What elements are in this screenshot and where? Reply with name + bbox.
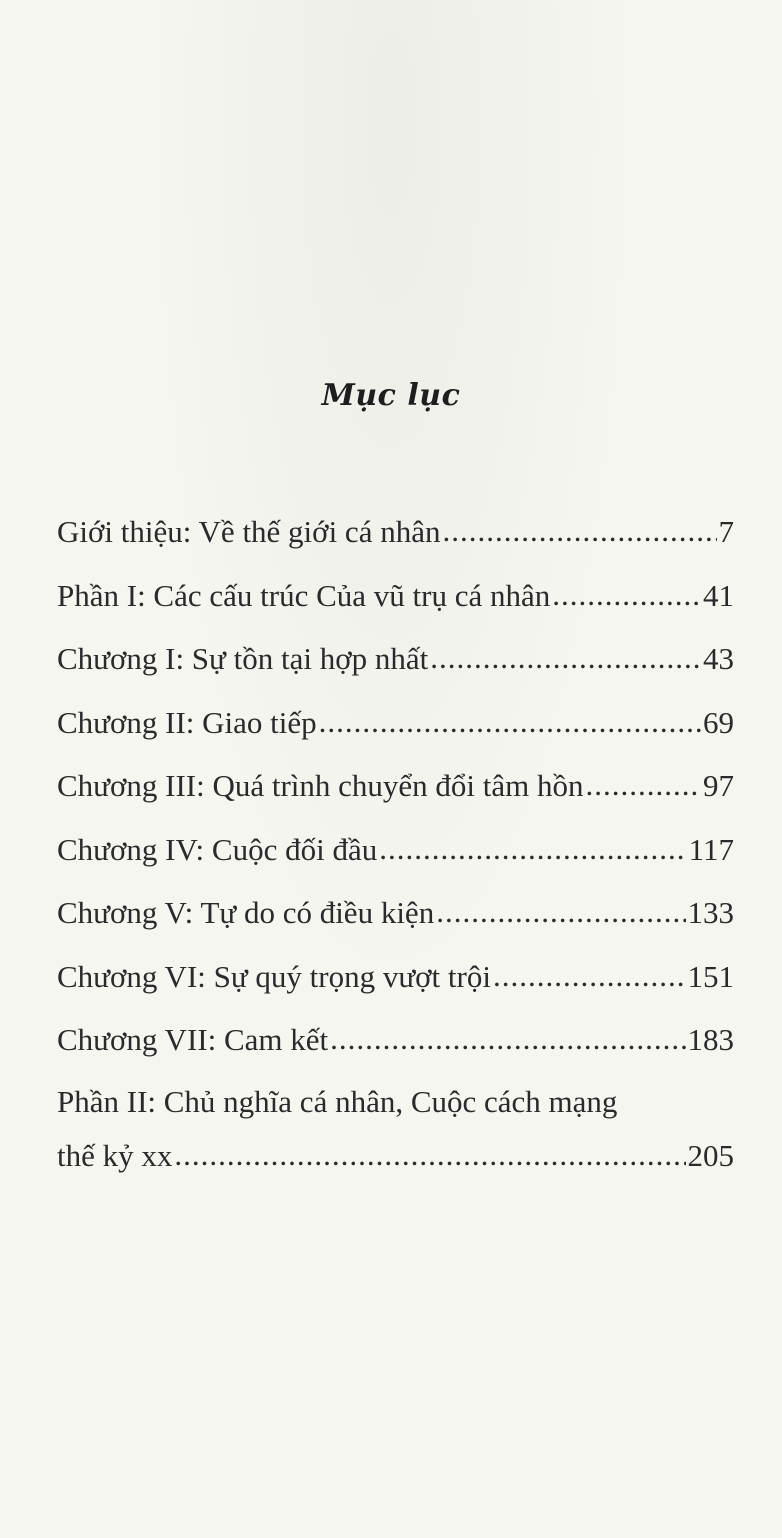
toc-entry-part-2-line-1: Phần II: Chủ nghĩa cá nhân, Cuộc cách mạng <box>57 1083 618 1119</box>
dot-leader <box>586 753 701 817</box>
toc-entry-page: 133 <box>687 895 734 930</box>
toc-entry-page: 69 <box>703 704 734 740</box>
toc-entry-chapter-4 <box>57 818 734 882</box>
toc-entry-page: 7 <box>718 514 734 549</box>
toc-entry-page: 151 <box>687 958 734 994</box>
toc-entry-part-2 <box>57 1126 734 1186</box>
dot-leader <box>330 1007 685 1071</box>
toc-entry-label: Giới thiệu: Về thế giới cá nhân <box>57 514 441 549</box>
toc-entry-chapter-7 <box>57 1008 734 1072</box>
toc-entry-chapter-6 <box>57 945 734 1009</box>
page-title: Mục lục <box>321 378 461 413</box>
toc-entry-intro <box>57 500 734 564</box>
dot-leader <box>436 880 685 944</box>
toc-entry-chapter-1 <box>57 627 734 691</box>
dot-leader <box>174 1125 685 1185</box>
dot-leader <box>430 626 701 690</box>
toc-entry-chapter-3 <box>57 754 734 818</box>
table-of-contents <box>57 500 734 1186</box>
dot-leader <box>442 499 716 563</box>
toc-entry-label: thế kỷ xx <box>57 1137 173 1173</box>
dot-leader <box>493 944 686 1008</box>
toc-entry-page: 43 <box>703 641 734 676</box>
toc-entry-label: Phần I: Các cấu trúc Của vũ trụ cá nhân <box>57 577 551 613</box>
toc-entry-page: 97 <box>703 768 734 803</box>
toc-entry-page: 41 <box>703 577 734 613</box>
toc-entry-part-1 <box>57 564 734 628</box>
toc-entry-label: Chương VI: Sự quý trọng vượt trội <box>57 958 491 994</box>
toc-entry-label: Chương III: Quá trình chuyển đổi tâm hồn <box>57 768 584 803</box>
toc-entry-label: Chương I: Sự tồn tại hợp nhất <box>57 641 429 676</box>
toc-entry-page: 205 <box>687 1137 734 1173</box>
toc-entry-chapter-5 <box>57 881 734 945</box>
toc-entry-label: Chương V: Tự do có điều kiện <box>57 895 435 930</box>
toc-entry-page: 117 <box>688 831 734 867</box>
toc-entry-chapter-2 <box>57 691 734 755</box>
dot-leader <box>379 817 686 881</box>
dot-leader <box>319 690 701 754</box>
toc-entry-label: Chương IV: Cuộc đối đầu <box>57 831 378 867</box>
toc-entry-label: Chương VII: Cam kết <box>57 1022 329 1057</box>
dot-leader <box>552 563 701 627</box>
toc-entry-page: 183 <box>687 1022 734 1057</box>
toc-entry-label: Chương II: Giao tiếp <box>57 704 317 740</box>
